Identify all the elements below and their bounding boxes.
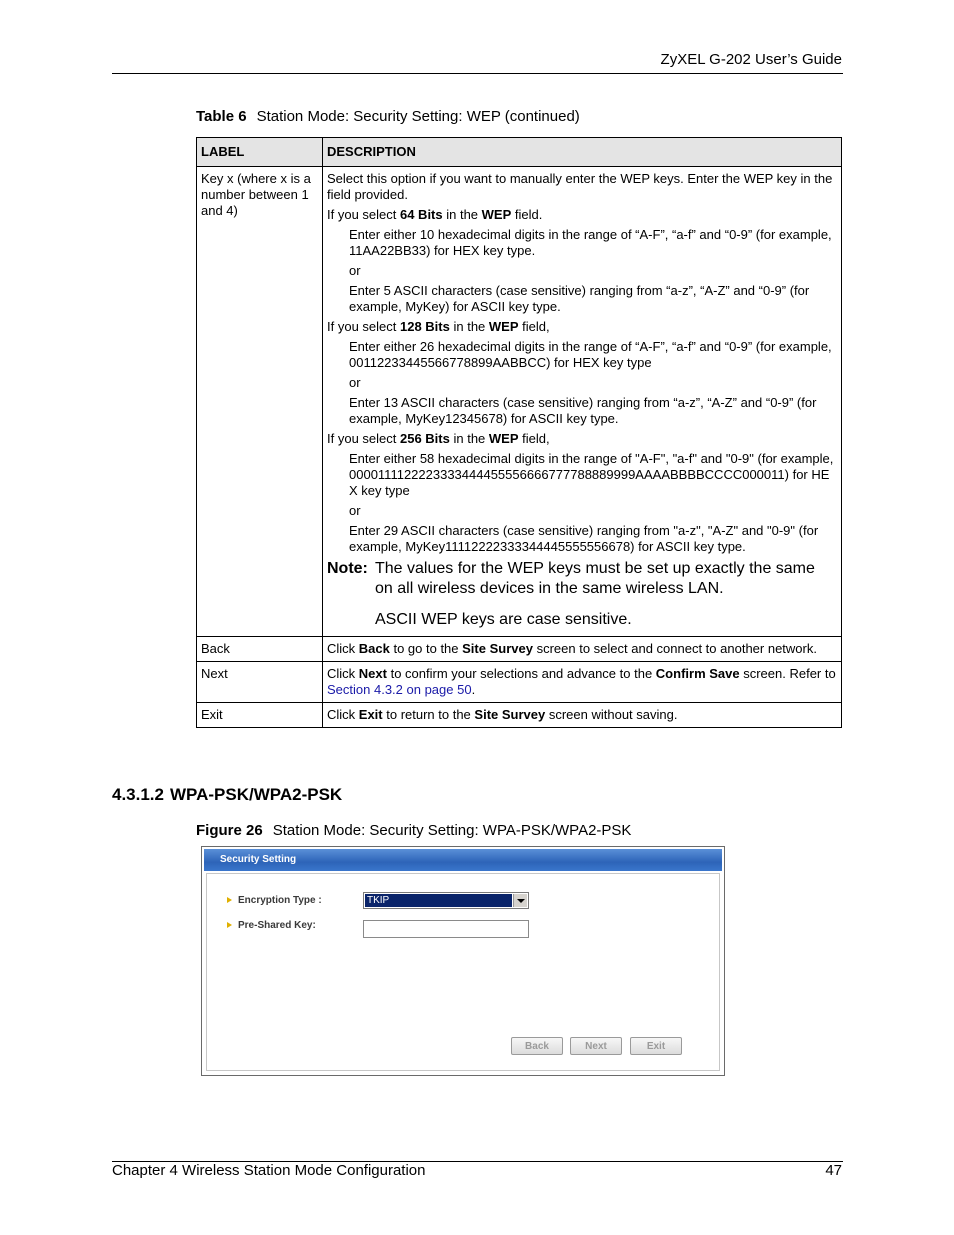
- row-description: [323, 167, 842, 637]
- text: screen to select and connect to another network.: [532, 641, 817, 656]
- text-in-the: in the: [442, 207, 482, 222]
- note-text: The values for the WEP keys must be set up exactly the same on all wireless devices in the same wireless LAN.: [375, 560, 815, 597]
- hex-128-text: Enter either 26 hexadecimal digits in the range of “A-F”, “a-f” and “0-9” (for example, 00112233445566778899AABBCC) for HEX key type: [349, 339, 832, 370]
- term-exit: Exit: [358, 707, 383, 722]
- note-extra: ASCII WEP keys are case sensitive.: [375, 611, 632, 628]
- text: to return to the: [382, 707, 475, 722]
- row-description: [323, 637, 842, 662]
- text-in-the: in the: [449, 319, 489, 334]
- bits-128: 128 Bits: [399, 319, 450, 334]
- text: screen without saving.: [545, 707, 678, 722]
- term-back: Back: [358, 641, 390, 656]
- bullet-arrow-icon: [227, 922, 232, 928]
- note-label: Note:: [327, 560, 368, 577]
- note-row: [327, 559, 837, 599]
- chevron-down-icon[interactable]: [513, 894, 527, 907]
- row-label: Key x (where x is a number between 1 and 4): [197, 167, 323, 637]
- back-button[interactable]: Back: [511, 1037, 563, 1055]
- section-number: 4.3.1.2: [112, 785, 164, 804]
- row-description: [323, 703, 842, 728]
- ascii-128-text: Enter 13 ASCII characters (case sensitive) ranging from “a-z”, “A-Z” and “0-9” (for example, MyKey12345678) for ASCII key type.: [349, 395, 817, 426]
- table-header-row: [197, 138, 842, 167]
- table-caption-label: Table 6: [196, 108, 247, 125]
- row-label: Next: [197, 662, 323, 703]
- running-header: ZyXEL G-202 User’s Guide: [660, 51, 842, 68]
- text-field: field,: [518, 431, 550, 446]
- footer-page-number: 47: [825, 1162, 842, 1179]
- bits-64: 64 Bits: [399, 207, 443, 222]
- term-next: Next: [358, 666, 387, 681]
- row-description: [323, 662, 842, 703]
- section-heading: [112, 785, 342, 805]
- encryption-type-select[interactable]: [363, 892, 529, 909]
- or-text: or: [349, 263, 361, 278]
- table-row: [197, 662, 842, 703]
- term-confirm-save: Confirm Save: [655, 666, 740, 681]
- figure-caption-label: Figure 26: [196, 822, 263, 839]
- wep-term: WEP: [488, 319, 519, 334]
- next-button[interactable]: Next: [570, 1037, 622, 1055]
- text-if-select: If you select: [327, 431, 400, 446]
- table-row: [197, 637, 842, 662]
- pre-shared-key-label: [227, 920, 316, 931]
- exit-button[interactable]: Exit: [630, 1037, 682, 1055]
- ascii-256-text: Enter 29 ASCII characters (case sensitive) ranging from "a-z", "A-Z" and "0-9" (for example, MyKey11112222333344445555556678) for ASCII key type.: [349, 523, 819, 554]
- row-label: Back: [197, 637, 323, 662]
- text: to go to the: [389, 641, 463, 656]
- text: Click: [327, 641, 359, 656]
- text: screen. Refer to: [739, 666, 836, 681]
- bullet-arrow-icon: [227, 897, 232, 903]
- note-block: [327, 559, 837, 630]
- wep-term: WEP: [481, 207, 512, 222]
- if-256-bits: [327, 431, 837, 447]
- text: to confirm your selections and advance to the: [386, 666, 656, 681]
- key-intro: Select this option if you want to manually enter the WEP keys. Enter the WEP key in the field provided.: [327, 171, 833, 202]
- col-header-description: DESCRIPTION: [323, 138, 842, 167]
- or-text: or: [349, 503, 361, 518]
- table-caption-text: Station Mode: Security Setting: WEP (continued): [256, 108, 580, 125]
- if-128-bits: [327, 319, 837, 335]
- hex-256-text: Enter either 58 hexadecimal digits in the range of "A-F", "a-f" and "0-9" (for example, 0000111122223333444455556666777788889999AAAABBBBCCCC000011) for HEX key type: [349, 451, 834, 498]
- header-rule: [112, 73, 843, 74]
- col-header-label: LABEL: [197, 138, 323, 167]
- encryption-type-value: TKIP: [365, 894, 512, 907]
- bits-256: 256 Bits: [399, 431, 450, 446]
- text-field: field,: [518, 319, 550, 334]
- text-if-select: If you select: [327, 319, 400, 334]
- pre-shared-key-label-text: Pre-Shared Key:: [238, 920, 316, 931]
- term-site-survey: Site Survey: [474, 707, 546, 722]
- text: .: [471, 682, 476, 697]
- if-64-bits: [327, 207, 837, 223]
- table-row: [197, 703, 842, 728]
- ascii-64-text: Enter 5 ASCII characters (case sensitive) ranging from “a-z”, “A-Z” and “0-9” (for example, MyKey) for ASCII key type.: [349, 283, 810, 314]
- figure-caption: [196, 822, 631, 839]
- field-description-table: [196, 137, 842, 728]
- table-caption: [196, 108, 580, 125]
- text-in-the: in the: [449, 431, 489, 446]
- or-text: or: [349, 375, 361, 390]
- table-row: [197, 167, 842, 637]
- text: Click: [327, 707, 359, 722]
- text-if-select: If you select: [327, 207, 400, 222]
- settings-panel: [206, 873, 720, 1071]
- hex-64-text: Enter either 10 hexadecimal digits in the range of “A-F”, “a-f” and “0-9” (for example, 11AA22BB33) for HEX key type.: [349, 227, 832, 258]
- wep-term: WEP: [488, 431, 519, 446]
- section-title: WPA-PSK/WPA2-PSK: [170, 785, 343, 804]
- text: Click: [327, 666, 359, 681]
- pre-shared-key-input[interactable]: [363, 920, 529, 938]
- section-link[interactable]: Section 4.3.2 on page 50: [327, 682, 472, 697]
- term-site-survey: Site Survey: [462, 641, 533, 656]
- encryption-type-label-text: Encryption Type :: [238, 895, 322, 906]
- encryption-type-label: [227, 895, 322, 906]
- row-label: Exit: [197, 703, 323, 728]
- footer-chapter: Chapter 4 Wireless Station Mode Configuration: [112, 1162, 426, 1179]
- figure-caption-text: Station Mode: Security Setting: WPA-PSK/WPA2-PSK: [272, 822, 632, 839]
- security-setting-screenshot: [201, 846, 725, 1076]
- panel-title: Security Setting: [204, 849, 722, 871]
- text-field: field.: [511, 207, 543, 222]
